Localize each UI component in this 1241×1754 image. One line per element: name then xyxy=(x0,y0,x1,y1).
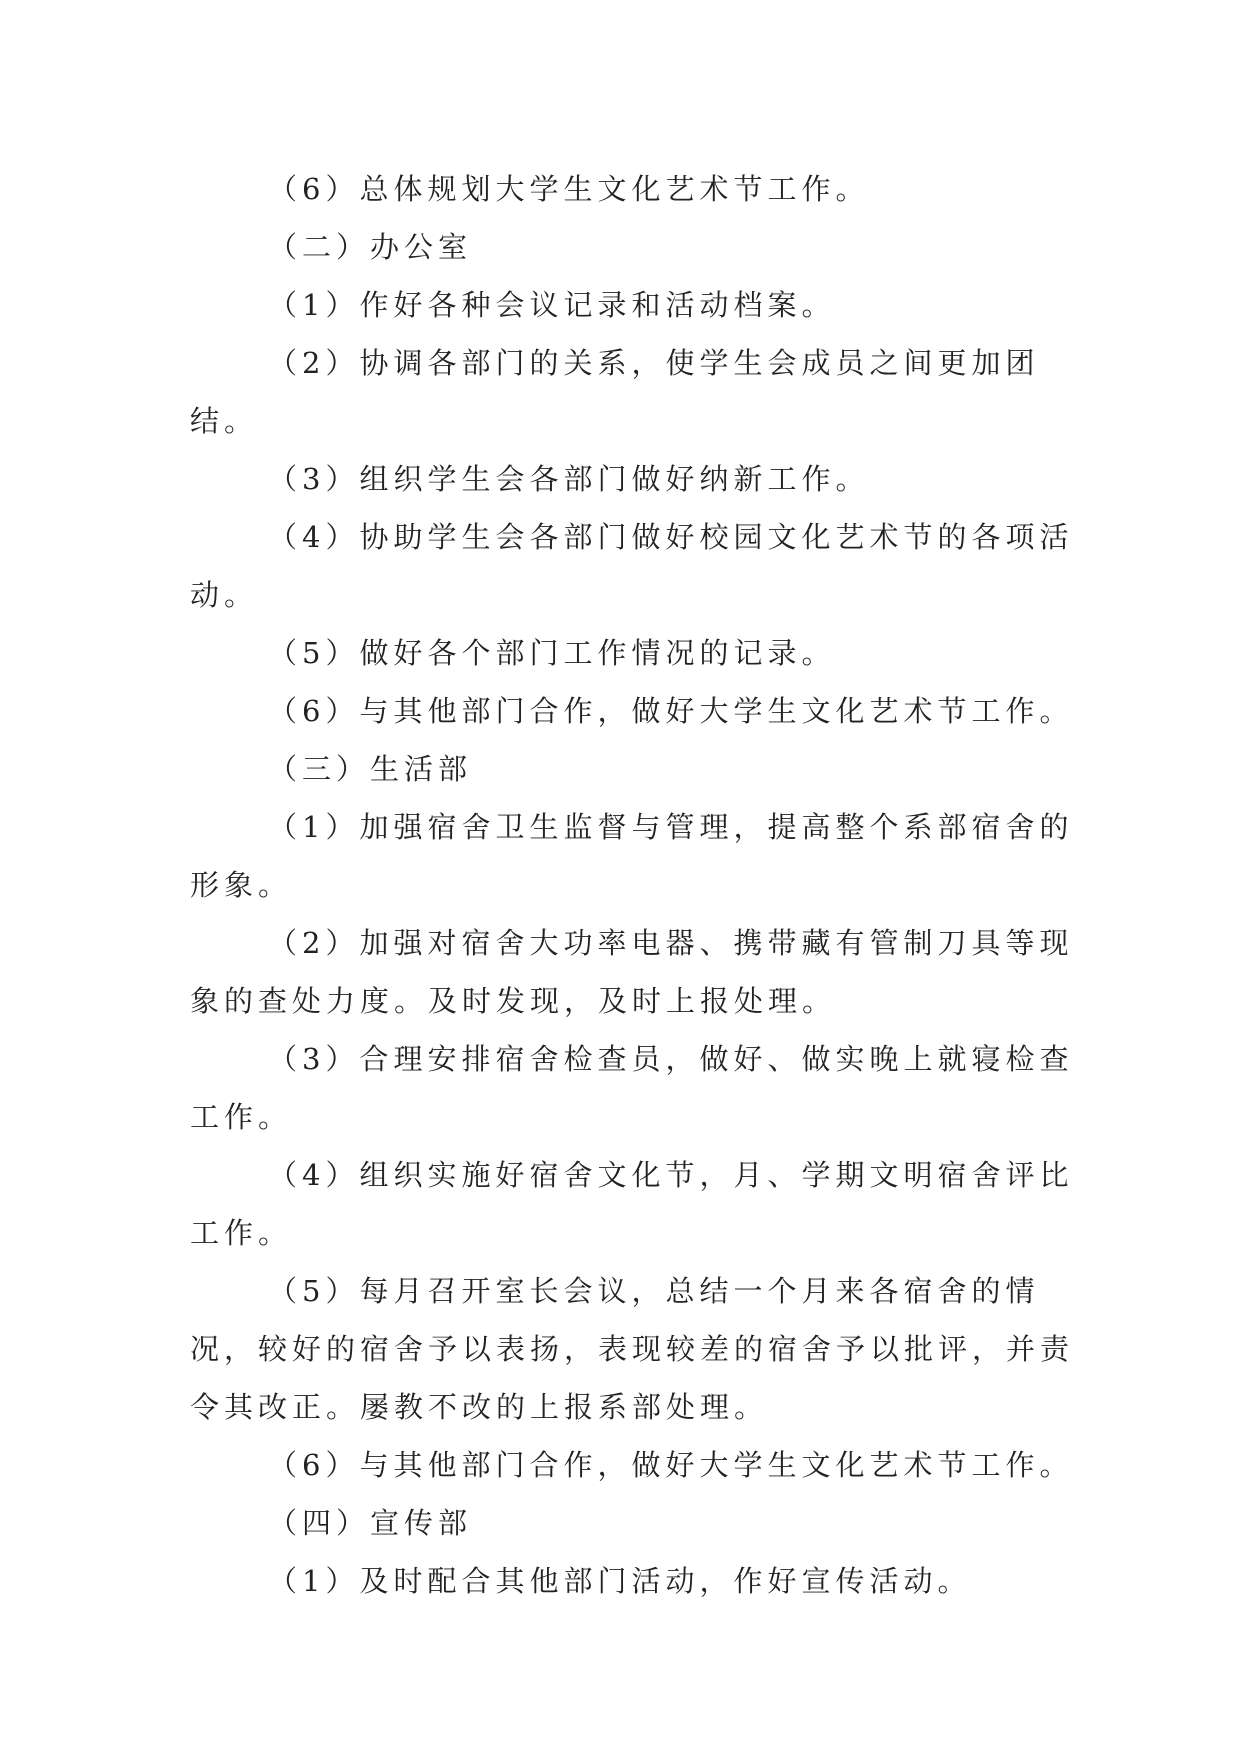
paragraph: （6）总体规划大学生文化艺术节工作。 xyxy=(268,172,870,206)
paragraph: （6）与其他部门合作，做好大学生文化艺术节工作。 xyxy=(268,1448,1074,1482)
paragraph: （5）每月召开室长会议，总结一个月来各宿舍的情况，较好的宿舍予以表扬，表现较差的宿舍予以批评，并责令其改正。屡教不改的上报系部处理。 xyxy=(190,1274,1075,1424)
section-heading-life: （三）生活部 xyxy=(268,752,473,786)
paragraph: （3）组织学生会各部门做好纳新工作。 xyxy=(268,462,870,496)
paragraph: （4）协助学生会各部门做好校园文化艺术节的各项活动。 xyxy=(190,520,1074,612)
paragraph: （1）作好各种会议记录和活动档案。 xyxy=(268,288,836,322)
paragraph: （3）合理安排宿舍检查员，做好、做实晚上就寝检查工作。 xyxy=(190,1042,1074,1134)
paragraph: （5）做好各个部门工作情况的记录。 xyxy=(268,636,836,670)
document-page xyxy=(190,160,1080,1610)
paragraph: （1）加强宿舍卫生监督与管理，提高整个系部宿舍的形象。 xyxy=(190,810,1074,902)
paragraph: （2）协调各部门的关系，使学生会成员之间更加团结。 xyxy=(190,346,1040,438)
section-heading-publicity: （四）宣传部 xyxy=(268,1506,473,1540)
paragraph: （1）及时配合其他部门活动，作好宣传活动。 xyxy=(268,1564,972,1598)
paragraph: （4）组织实施好宿舍文化节，月、学期文明宿舍评比工作。 xyxy=(190,1158,1074,1250)
paragraph: （2）加强对宿舍大功率电器、携带藏有管制刀具等现象的查处力度。及时发现，及时上报处理。 xyxy=(190,926,1074,1018)
section-heading-office: （二）办公室 xyxy=(268,230,473,264)
paragraph: （6）与其他部门合作，做好大学生文化艺术节工作。 xyxy=(268,694,1074,728)
